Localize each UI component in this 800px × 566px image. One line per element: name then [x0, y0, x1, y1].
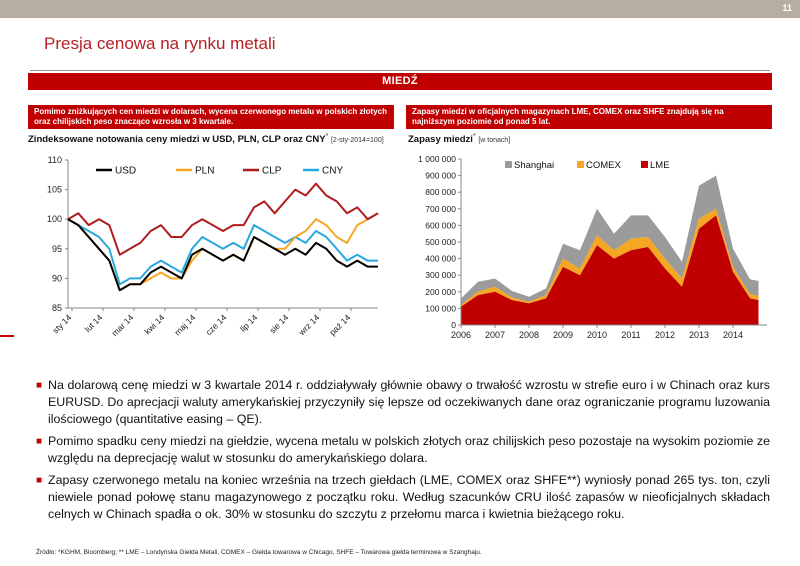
- bullet-text: Zapasy czerwonego metalu na koniec września na trzech giełdach (LME, COMEX oraz SHFE**) wyniosły ponad 265 tys. ton, czyli niewiele ponad połowę stanu magazynowego z początku roku. Według szacunków CRU ilość zapasów w nieoficjalnych składach celnych w Chinach spadła o ok. 30% w stosunku do szczytu z przełomu marca i kwietnia bieżącego roku.: [48, 473, 770, 521]
- y-tick-label: 300 000: [425, 270, 456, 281]
- top-bar: [0, 0, 800, 18]
- x-tick-label: sie 14: [267, 312, 291, 336]
- price-index-chart: [28, 148, 398, 358]
- y-tick-label: 800 000: [425, 187, 456, 198]
- y-tick-label: 100 000: [425, 303, 456, 314]
- legend-label-usd: USD: [115, 165, 137, 177]
- x-tick-label: cze 14: [203, 312, 229, 338]
- left-chart-title: [28, 133, 384, 145]
- legend-label-comex: COMEX: [586, 160, 621, 171]
- y-tick-label: 600 000: [425, 220, 456, 231]
- right-chart-subtitle: [w tonach]: [478, 137, 511, 145]
- bullet-text: Na dolarową cenę miedzi w 3 kwartale 2014 r. oddziaływały głównie obawy o trwałość wzrostu w strefie euro i w Chinach oraz kurs EURUSD. Do aprecjacji waluty amerykańskiej przyczyniły się lepsze od oczekiwanych dane oraz ograniczanie programu luzowania ilościowego (quantitative easing – QE).: [48, 378, 770, 426]
- y-tick-label: 90: [51, 273, 62, 284]
- page-number: 11: [782, 3, 792, 13]
- bullet-text: Pomimo spadku ceny miedzi na giełdzie, wycena metalu w polskich złotych oraz chilijskich peso pozostaje na wysokim poziomie ze względu na deprecjację walut w stosunku do amerykańskiego dolara.: [48, 434, 770, 465]
- y-tick-label: 100: [46, 214, 62, 225]
- left-chart-subtitle: [2-sty-2014=100]: [330, 137, 384, 145]
- x-tick-label: 2010: [586, 330, 608, 340]
- bullet-item: [36, 377, 770, 428]
- section-header: MIEDŹ: [28, 73, 772, 90]
- left-highlight-box: Pomimo zniżkujących cen miedzi w dolarach, wycena czerwonego metalu w polskich złotych oraz chilijskich peso znacząco wzrosła w 3 kwartale.: [28, 105, 394, 129]
- series-line-pln: [68, 213, 378, 290]
- x-tick-label: paź 14: [327, 312, 353, 338]
- right-chart-title-text: Zapasy miedzi: [408, 134, 473, 146]
- y-tick-label: 200 000: [425, 286, 456, 297]
- legend-label-shanghai: Shanghai: [514, 160, 555, 171]
- right-highlight-box: Zapasy miedzi w oficjalnych magazynach LME, COMEX oraz SHFE znajdują się na najniższym poziomie od ponad 5 lat.: [406, 105, 772, 129]
- legend-label-pln: PLN: [195, 165, 215, 177]
- y-tick-label: 1 000 000: [418, 154, 456, 164]
- x-tick-label: 2009: [552, 330, 574, 340]
- bullet-item: [36, 433, 770, 467]
- side-marker: [0, 335, 14, 337]
- y-tick-label: 400 000: [425, 253, 456, 264]
- x-tick-label: mar 14: [109, 312, 136, 339]
- bullet-marker-icon: ■: [36, 436, 43, 447]
- right-chart-title-sup: *: [472, 133, 476, 140]
- x-tick-label: maj 14: [172, 312, 198, 338]
- x-tick-label: 2008: [518, 330, 540, 340]
- legend-swatch-lme: [641, 161, 648, 168]
- x-tick-label: lip 14: [237, 312, 260, 334]
- legend-label-lme: LME: [650, 160, 670, 171]
- legend-swatch-shanghai: [505, 161, 512, 168]
- x-tick-label: 2007: [484, 330, 506, 340]
- y-tick-label: 95: [51, 243, 62, 254]
- copper-stocks-chart: [405, 148, 775, 358]
- x-tick-label: 2006: [450, 330, 472, 340]
- bullet-marker-icon: ■: [36, 475, 43, 486]
- y-tick-label: 900 000: [425, 170, 456, 181]
- legend-label-clp: CLP: [262, 165, 282, 177]
- x-tick-label: wrz 14: [296, 312, 322, 338]
- y-tick-label: 110: [47, 155, 62, 165]
- x-tick-label: 2012: [654, 330, 676, 340]
- legend-label-cny: CNY: [322, 165, 344, 177]
- y-tick-label: 85: [51, 303, 62, 313]
- title-divider: [30, 70, 770, 71]
- y-tick-label: 500 000: [425, 237, 456, 247]
- y-tick-label: 0: [451, 320, 456, 330]
- left-chart-title-sup: *: [325, 133, 329, 140]
- bullet-marker-icon: ■: [36, 380, 43, 391]
- x-tick-label: 2013: [688, 330, 710, 340]
- y-tick-label: 700 000: [425, 203, 456, 214]
- right-chart-title: [408, 133, 510, 145]
- left-chart-title-text: Zindeksowane notowania ceny miedzi w USD, PLN, CLP oraz CNY: [28, 134, 326, 146]
- x-tick-label: lut 14: [82, 312, 105, 335]
- x-tick-label: 2014: [722, 330, 744, 340]
- x-tick-label: 2011: [621, 330, 641, 340]
- bullet-item: [36, 472, 770, 523]
- bullet-list: [36, 377, 770, 528]
- x-tick-label: kwi 14: [142, 312, 167, 337]
- source-note: Źródło: *KGHM, Bloomberg; ** LME – Londyńska Giełda Metali, COMEX – Giełda towarowa w Chicago, SHFE – Towarowa giełda terminowa w Szanghaju.: [36, 549, 482, 556]
- x-tick-label: sty 14: [50, 312, 74, 336]
- legend-swatch-comex: [577, 161, 584, 168]
- page-title: Presja cenowa na rynku metali: [44, 34, 276, 53]
- y-tick-label: 105: [46, 184, 62, 195]
